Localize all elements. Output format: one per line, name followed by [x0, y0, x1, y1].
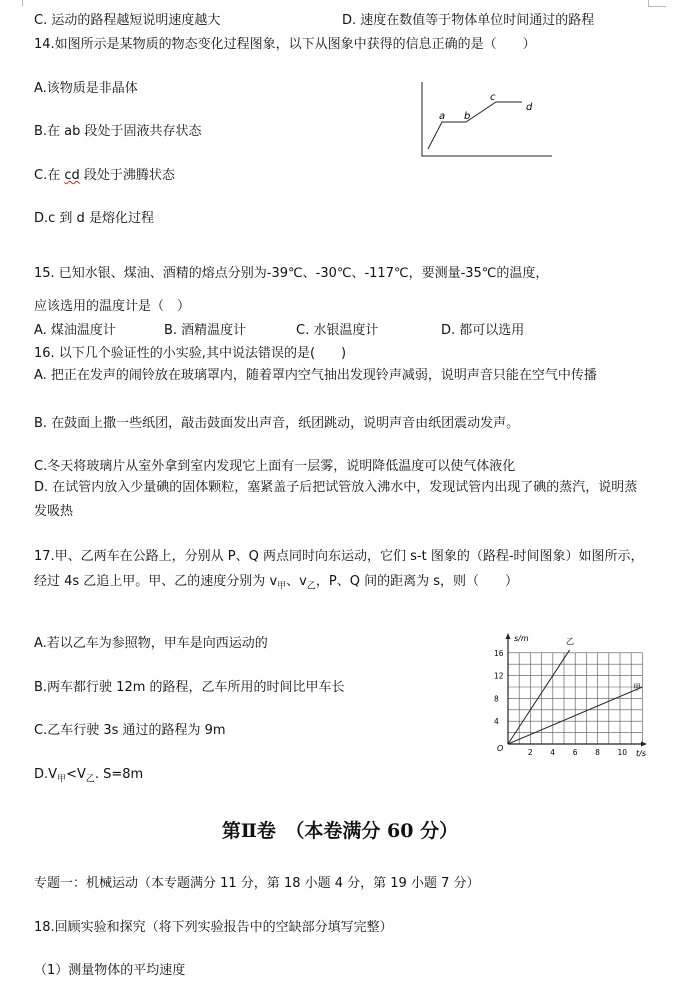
q17-y-tick: 4: [494, 717, 499, 727]
q17-option-c: C.乙车行驶 3s 通过的路程为 9m: [34, 723, 226, 738]
q17-option-d: [34, 766, 143, 789]
q17-y-label: s/m: [514, 634, 529, 643]
q14-option-c-post: 段处于沸腾状态: [79, 168, 175, 183]
q17-y-tick: 16: [494, 648, 504, 658]
q15-option-d: D. 都可以选用: [441, 323, 525, 338]
q17-x-tick: 6: [572, 748, 578, 757]
q17-option-b: B.两车都行驶 12m 的路程，乙车所用的时间比甲车长: [34, 680, 345, 695]
q14-label-d: d: [526, 102, 533, 113]
q14-stem: 14.如图所示是某物质的物态变化过程图象，以下从图象中获得的信息正确的是（ ）: [34, 37, 536, 52]
q14-option-c-pre: C.在: [34, 168, 65, 183]
q15-option-a: A. 煤油温度计: [34, 323, 116, 338]
q17-line-yi-label: 乙: [566, 637, 574, 646]
q17-option-d-sub-jia: 甲: [57, 774, 67, 785]
q15-option-c: C. 水银温度计: [296, 323, 379, 338]
q16-option-b: B. 在鼓面上撒一些纸团，敲击鼓面发出声音，纸团跳动，说明声音由纸团震动发声。: [34, 416, 520, 431]
q17-x-label: t/s: [636, 749, 646, 757]
q17-line-jia-label: 甲: [633, 683, 641, 692]
q17-option-d-post: . S=8m: [94, 767, 144, 782]
q15-option-b: B. 酒精温度计: [164, 323, 247, 338]
q13-option-c: C. 运动的路程越短说明速度越大: [34, 13, 221, 28]
q13-option-d: D. 速度在数值等于物体单位时间通过的路程: [342, 13, 595, 28]
q16-option-a: A. 把正在发声的闹铃放在玻璃罩内，随着罩内空气抽出发现铃声减弱，说明声音只能在空气中传播: [34, 368, 597, 383]
q17-ticks: [494, 649, 627, 757]
q14-option-b: B.在 ab 段处于固液共存状态: [34, 124, 202, 139]
q17-y-arrow: [506, 633, 511, 639]
q17-st-graph: [490, 632, 650, 757]
q14-label-b: b: [464, 111, 471, 122]
part2-title: 第Ⅱ卷 （本卷满分 60 分）: [221, 820, 459, 842]
q17-x-tick: 2: [527, 748, 533, 757]
q16-option-d: D. 在试管内放入少量碘的固体颗粒，塞紧盖子后把试管放入沸水中，发现试管内出现了碘的蒸汽，说明蒸发吸热: [34, 480, 638, 519]
q17-option-d-sub-yi: 乙: [85, 774, 95, 785]
q17-x-tick: 8: [595, 748, 600, 757]
corner-mark-left-v: [22, 0, 23, 6]
q18-part1: （1）测量物体的平均速度: [34, 963, 186, 978]
q17-grid: [508, 653, 642, 744]
q16-option-c: C.冬天将玻璃片从室外拿到室内发现它上面有一层雾，说明降低温度可以使气体液化: [34, 459, 516, 474]
q17-origin: O: [497, 744, 504, 753]
q17-x-tick: 10: [617, 748, 628, 757]
q17-x-tick: 4: [550, 748, 556, 757]
q17-stem: [34, 544, 646, 600]
q17-y-tick: 12: [494, 671, 504, 681]
q14-option-c: [34, 167, 175, 185]
q17-stem-mid: 、v: [286, 574, 307, 589]
q15-stem-1: 15. 已知水银、煤油、酒精的熔点分别为-39℃、-30℃、-117℃，要测量-35℃的温度，: [34, 266, 549, 281]
q18-stem: 18.回顾实验和探究（将下列实验报告中的空缺部分填写完整）: [34, 920, 393, 935]
q14-label-c: c: [490, 92, 496, 103]
topic1-heading: 专题一：机械运动（本专题满分 11 分，第 18 小题 4 分，第 19 小题 7 分）: [34, 876, 480, 891]
q14-label-a: a: [439, 111, 446, 122]
q17-stem-pre: 17.甲、乙两车在公路上，分别从 P、Q 两点同时向东运动，它们 s-t 图象的（路程-时间图象）如图所示，经过 4s 乙追上甲。甲、乙的速度分别为 v: [34, 549, 644, 589]
q17-option-d-mid: <V: [66, 767, 86, 782]
q17-x-arrow: [641, 742, 647, 747]
corner-mark-right-h: [648, 6, 666, 7]
q17-sub-yi: 乙: [306, 581, 316, 592]
q14-option-a: A.该物质是非晶体: [34, 81, 138, 96]
q14-option-d: D.c 到 d 是熔化过程: [34, 211, 154, 226]
q14-state-change-graph: [416, 80, 556, 160]
q17-sub-jia: 甲: [277, 581, 287, 592]
q17-option-d-pre: D.V: [34, 767, 58, 782]
q15-stem-2: 应该选用的温度计是（ ）: [34, 299, 191, 314]
q17-stem-post: ，P、Q 间的距离为 s，则（ ）: [315, 574, 518, 589]
q14-curve: [428, 102, 522, 149]
q17-option-a: A.若以乙车为参照物，甲车是向西运动的: [34, 636, 268, 651]
q14-option-c-cd: cd: [64, 168, 80, 183]
q16-stem: 16. 以下几个验证性的小实验,其中说法错误的是( ): [34, 346, 347, 361]
q17-y-tick: 8: [494, 694, 499, 704]
